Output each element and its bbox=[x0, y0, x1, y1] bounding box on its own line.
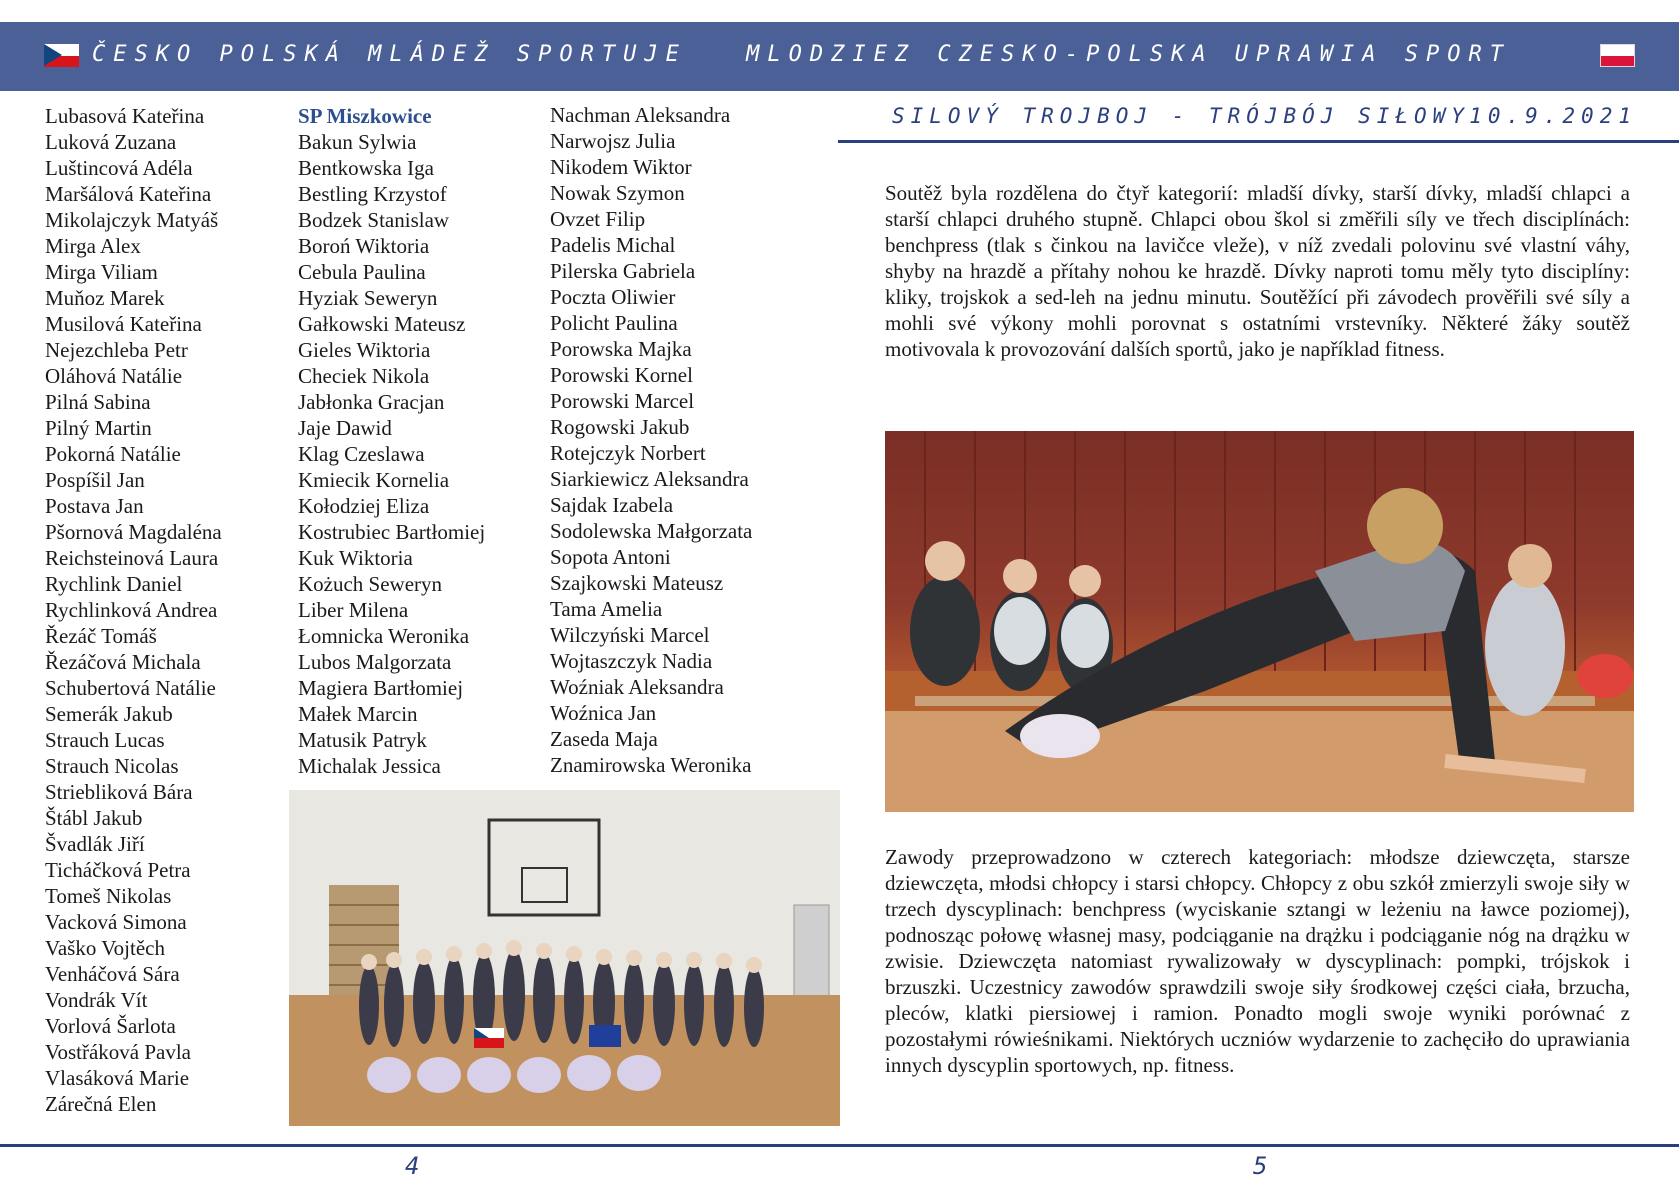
article-paragraph-czech: Soutěž byla rozdělena do čtyř kategorií: mladší dívky, starší dívky, mladší chlapci a starší chlapci druhého stupně. Chlapci obou škol si změřili síly ve třech disciplínách: benchpress (tlak s činkou na lavičce vleže), v níž zvedali polovinu své vlastní váhy, shyby na hrazdě a přítahy nohou ke hrazdě. Dívky naproti tomu měly tyto disciplíny: kliky, trojskok a sed-leh na jednu minutu. Soutěžící při závodech prověřili své síly a mohli své výkony mohli porovnat s ostatními vrstevníky. Některé žáky soutěž motivovala k provozování dalších sportů, jako je například fitness. bbox=[885, 181, 1630, 361]
participant-name: Narwojsz Julia bbox=[550, 129, 676, 153]
page-number-left: 4 bbox=[405, 1152, 420, 1180]
participant-name: Mirga Viliam bbox=[45, 260, 158, 284]
participant-name: Zárečná Elen bbox=[45, 1092, 157, 1116]
participant-name: Rotejczyk Norbert bbox=[550, 441, 706, 465]
participant-name: Maršálová Kateřina bbox=[45, 182, 212, 206]
name-list-polish-2 bbox=[550, 102, 752, 778]
participant-name: Kołodziej Eliza bbox=[298, 494, 430, 518]
participant-name: Znamirowska Weronika bbox=[550, 753, 752, 777]
participant-name: Magiera Bartłomiej bbox=[298, 676, 464, 700]
participant-name: Matusik Patryk bbox=[298, 728, 427, 752]
participant-name: Nachman Aleksandra bbox=[550, 103, 731, 127]
participant-name: Strauch Nicolas bbox=[45, 754, 179, 778]
participant-name: Bakun Sylwia bbox=[298, 130, 417, 154]
header-title-right: MLODZIEZ CZESKO-POLSKA UPRAWIA SPORT bbox=[746, 42, 1511, 67]
footer-divider bbox=[0, 1144, 1679, 1147]
participant-name: Porowska Majka bbox=[550, 337, 692, 361]
participant-name: Tama Amelia bbox=[550, 597, 663, 621]
participant-name: Musilová Kateřina bbox=[45, 312, 202, 336]
participant-name: Michalak Jessica bbox=[298, 754, 441, 778]
participant-name: Rychlinková Andrea bbox=[45, 598, 218, 622]
participant-name: Štábl Jakub bbox=[45, 806, 143, 830]
participant-name: Striebliková Bára bbox=[45, 780, 193, 804]
participant-name: Porowski Marcel bbox=[550, 389, 695, 413]
participant-name: Gieles Wiktoria bbox=[298, 338, 431, 362]
participant-name: Szajkowski Mateusz bbox=[550, 571, 724, 595]
article-paragraph-polish: Zawody przeprowadzono w czterech kategoriach: młodsze dziewczęta, starsze dziewczęta, młodsi chłopcy i starsi chłopcy. Chłopcy z obu szkół zmierzyli swoje siły w trzech dyscyplinach: benchpress (wyciskanie sztangi w leżeniu na ławce poziomej), podnosząc połowę własnej masy, podciąganie na drążku i podciąganie nóg na drążku w zwisie. Dziewczęta natomiast rywalizowały w dyscyplinach: pompki, trójskok i brzuszki. Uczestnicy zawodów sprawdzili swoje siły środkowej części ciała, brzucha, pleców, klatki piersiowej i ramion. Ponadto mogli swoje wyniki porównać z pozostałymi rówieśnikami. Niektórych uczniów wydarzenie to zachęciło do uprawiania innych dyscyplin sportowych, np. fitness. bbox=[885, 845, 1630, 1077]
participant-name: Vlasáková Marie bbox=[45, 1066, 190, 1090]
participant-name: Nowak Szymon bbox=[550, 181, 685, 205]
participant-name: Policht Paulina bbox=[550, 311, 678, 335]
school-heading: SP Miszkowice bbox=[298, 104, 432, 128]
participant-name: Klag Czeslawa bbox=[298, 442, 425, 466]
participant-name: Pšornová Magdaléna bbox=[45, 520, 222, 544]
article-title: SILOVÝ TROJBOJ - TRÓJBÓJ SIŁOWY bbox=[892, 104, 1470, 128]
participant-name: Padelis Michal bbox=[550, 233, 676, 257]
participant-name: Semerák Jakub bbox=[45, 702, 173, 726]
participant-name: Lubasová Kateřina bbox=[45, 104, 205, 128]
participant-name: Pokorná Natálie bbox=[45, 442, 181, 466]
participant-name: Ticháčková Petra bbox=[45, 858, 191, 882]
participant-name: Checiek Nikola bbox=[298, 364, 430, 388]
participant-name: Hyziak Seweryn bbox=[298, 286, 438, 310]
participant-name: Siarkiewicz Aleksandra bbox=[550, 467, 749, 491]
participant-name: Oláhová Natálie bbox=[45, 364, 183, 388]
participant-name: Luková Zuzana bbox=[45, 130, 177, 154]
polish-flag-icon bbox=[1600, 44, 1635, 67]
name-list-polish-1 bbox=[298, 103, 485, 779]
participant-name: Gałkowski Mateusz bbox=[298, 312, 466, 336]
participant-name: Sajdak Izabela bbox=[550, 493, 674, 517]
participant-name: Vacková Simona bbox=[45, 910, 187, 934]
participant-name: Mikolajczyk Matyáš bbox=[45, 208, 219, 232]
participant-name: Vorlová Šarlota bbox=[45, 1014, 176, 1038]
participant-name: Kmiecik Kornelia bbox=[298, 468, 450, 492]
title-divider bbox=[838, 140, 1679, 143]
participant-name: Bodzek Stanislaw bbox=[298, 208, 450, 232]
participant-name: Kożuch Seweryn bbox=[298, 572, 443, 596]
participant-name: Pospíšil Jan bbox=[45, 468, 145, 492]
participant-name: Porowski Kornel bbox=[550, 363, 693, 387]
header-banner bbox=[0, 22, 1679, 91]
participant-name: Bentkowska Iga bbox=[298, 156, 434, 180]
participant-name: Pilerska Gabriela bbox=[550, 259, 696, 283]
participant-name: Muňoz Marek bbox=[45, 286, 165, 310]
page-number-right: 5 bbox=[1253, 1152, 1268, 1180]
participant-name: Vaško Vojtěch bbox=[45, 936, 165, 960]
pushup-photo bbox=[885, 431, 1634, 812]
participant-name: Reichsteinová Laura bbox=[45, 546, 219, 570]
participant-name: Nejezchleba Petr bbox=[45, 338, 188, 362]
participant-name: Zaseda Maja bbox=[550, 727, 658, 751]
article-date: 10.9.2021 bbox=[1469, 104, 1637, 128]
participant-name: Pilný Martin bbox=[45, 416, 152, 440]
participant-name: Vondrák Vít bbox=[45, 988, 148, 1012]
participant-name: Boroń Wiktoria bbox=[298, 234, 430, 258]
participant-name: Řezáčová Michala bbox=[45, 650, 201, 674]
participant-name: Postava Jan bbox=[45, 494, 144, 518]
group-photo bbox=[289, 790, 840, 1126]
participant-name: Kuk Wiktoria bbox=[298, 546, 413, 570]
participant-name: Rychlink Daniel bbox=[45, 572, 183, 596]
participant-name: Cebula Paulina bbox=[298, 260, 426, 284]
participant-name: Małek Marcin bbox=[298, 702, 418, 726]
participant-name: Vostřáková Pavla bbox=[45, 1040, 192, 1064]
participant-name: Rogowski Jakub bbox=[550, 415, 690, 439]
participant-name: Wojtaszczyk Nadia bbox=[550, 649, 713, 673]
participant-name: Wilczyński Marcel bbox=[550, 623, 710, 647]
name-list-czech bbox=[45, 103, 222, 1117]
participant-name: Woźniak Aleksandra bbox=[550, 675, 724, 699]
czech-flag-icon bbox=[44, 44, 79, 67]
participant-name: Jabłonka Gracjan bbox=[298, 390, 445, 414]
participant-name: Luštincová Adéla bbox=[45, 156, 193, 180]
participant-name: Jaje Dawid bbox=[298, 416, 392, 440]
participant-name: Strauch Lucas bbox=[45, 728, 165, 752]
participant-name: Liber Milena bbox=[298, 598, 409, 622]
participant-name: Švadlák Jiří bbox=[45, 832, 145, 856]
participant-name: Řezáč Tomáš bbox=[45, 624, 157, 648]
participant-name: Schubertová Natálie bbox=[45, 676, 216, 700]
participant-name: Bestling Krzystof bbox=[298, 182, 447, 206]
participant-name: Woźnica Jan bbox=[550, 701, 657, 725]
participant-name: Venháčová Sára bbox=[45, 962, 180, 986]
header-title-left: ČESKO POLSKÁ MLÁDEŽ SPORTUJE bbox=[92, 42, 687, 67]
participant-name: Kostrubiec Bartłomiej bbox=[298, 520, 486, 544]
participant-name: Lubos Malgorzata bbox=[298, 650, 452, 674]
participant-name: Łomnicka Weronika bbox=[298, 624, 470, 648]
participant-name: Sodolewska Małgorzata bbox=[550, 519, 753, 543]
participant-name: Nikodem Wiktor bbox=[550, 155, 692, 179]
participant-name: Ovzet Filip bbox=[550, 207, 646, 231]
participant-name: Tomeš Nikolas bbox=[45, 884, 172, 908]
participant-name: Poczta Oliwier bbox=[550, 285, 676, 309]
participant-name: Mirga Alex bbox=[45, 234, 141, 258]
participant-name: Pilná Sabina bbox=[45, 390, 151, 414]
participant-name: Sopota Antoni bbox=[550, 545, 671, 569]
